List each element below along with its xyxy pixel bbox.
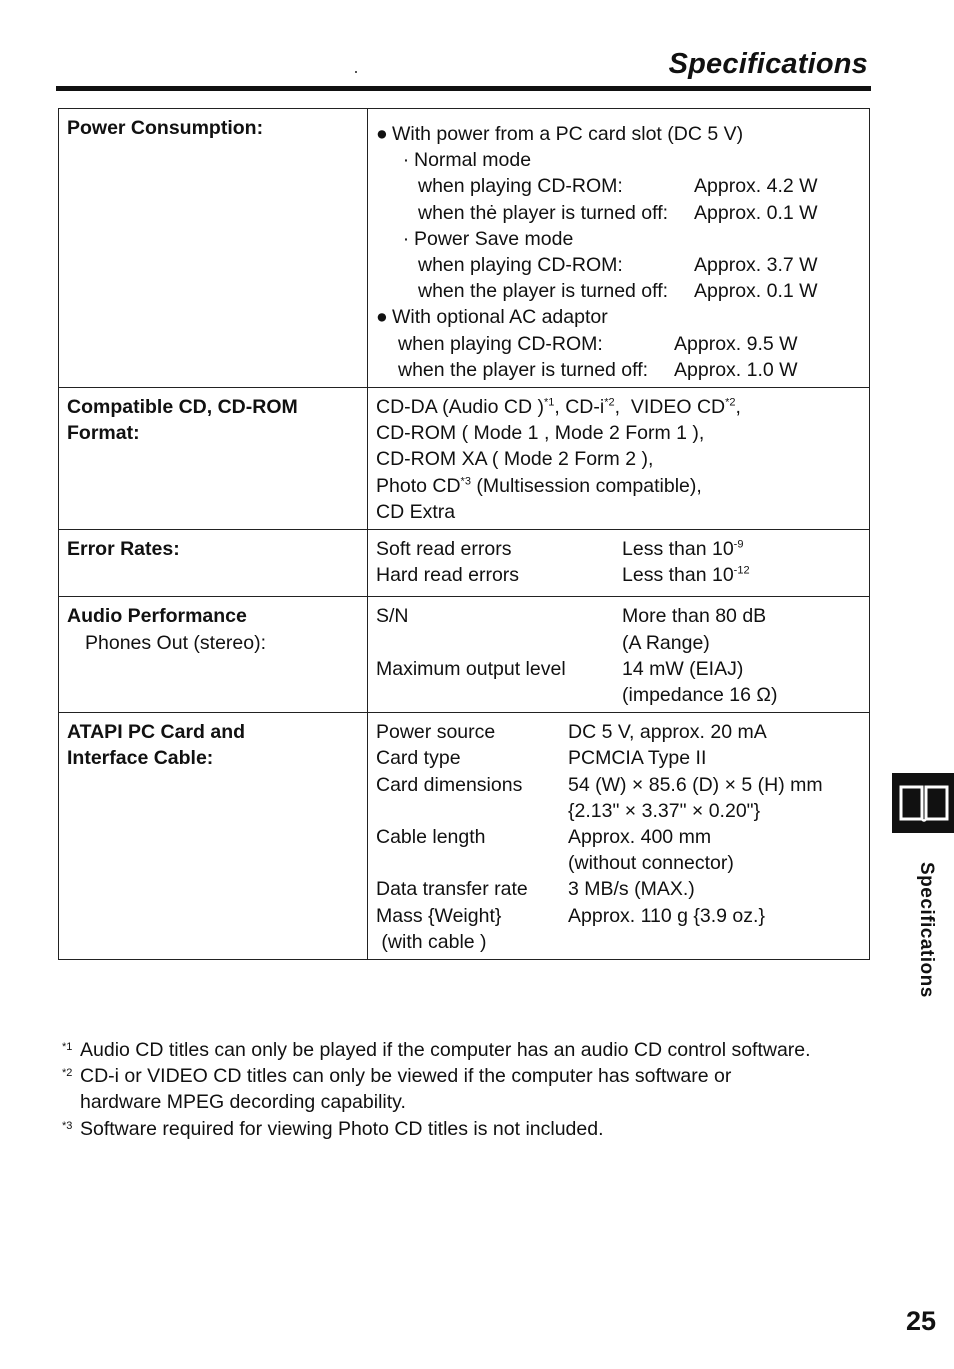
atapi-label: ATAPI PC Card and Interface Cable: xyxy=(59,713,368,960)
normal-mode-rows: when playing CD-ROM: Approx. 4.2 W when thė player is turned off: Approx. 0.1 W xyxy=(418,175,818,224)
side-section-label: Specifications xyxy=(916,862,937,998)
compat-value: CD-DA (Audio CD )$^{*1}$, $CD-i^{*2}$, VIDEO CD$^{*2}$, CD-ROM ( Mode 1 , Mode 2 Form 1 ), CD-ROM XA ( Mode 2 Form 2 ), Photo CD$^{*3}$ (Multisession compatible), CD Extra xyxy=(368,388,870,530)
book-icon xyxy=(898,783,950,823)
table-row xyxy=(59,388,870,530)
error-label: Error Rates: xyxy=(59,530,368,597)
header-rule xyxy=(56,86,871,91)
bullet-icon: ● xyxy=(376,306,388,329)
table-row xyxy=(59,713,870,960)
normal-mode: Normal mode xyxy=(414,149,532,172)
table-row xyxy=(59,597,870,713)
footnote: *1 Audio CD titles can only be played if the computer has an audio CD control software. xyxy=(62,1039,811,1061)
specifications-table xyxy=(58,108,870,960)
bullet-icon: ● xyxy=(376,123,388,145)
atapi-value: Power source DC 5 V, approx. 20 mA Card type PCMCIA Type II Card dimensions 54 (W) × 85.6 (D) × 5 (H) mm {2.13" × 3.37" × 0.20"} Cable length Approx. 400 mm (without connector) Data transfer rate 3 MB/s (MAX.) Mass {Weight} Approx. 110 g {3.9 oz.} (with cable ) xyxy=(368,713,870,960)
dot-icon: · xyxy=(402,149,410,172)
compat-label: Compatible CD, CD-ROM Format: xyxy=(59,388,368,530)
page-title: Specifications xyxy=(668,48,868,80)
audio-value: S/N More than 80 dB (A Range) Maximum output level 14 mW (EIAJ) (impedance 16 Ω) xyxy=(368,597,870,713)
stray-dot xyxy=(355,71,357,73)
footnote: *3 Software required for viewing Photo CD titles is not included. xyxy=(62,1117,604,1140)
power-label: Power Consumption: xyxy=(59,109,368,388)
save-mode: Power Save mode xyxy=(414,227,574,250)
page-number: 25 xyxy=(905,1306,936,1336)
save-mode-rows: when playing CD-ROM: Approx. 3.7 W when the player is turned off: Approx. 0.1 W xyxy=(418,254,818,303)
pc-card-line: With power from a PC card slot (DC 5 V) xyxy=(392,123,744,145)
table-row xyxy=(59,109,870,388)
ac-rows: when playing CD-ROM: Approx. 9.5 W when the player is turned off: Approx. 1.0 W xyxy=(398,332,798,381)
footnotes: *1 Audio CD titles can only be played if the computer has an audio CD control software. *2 CD-i or VIDEO CD titles can only be viewed if the computer has software or hardware MPEG decording capability. *3 Software required for viewing Photo CD titles is not included. xyxy=(62,1037,922,1142)
error-value: Soft read errors Less than $10^{-9}$ Hard read errors Less than $10^{-12}$ xyxy=(368,530,870,597)
audio-label: Audio Performance Phones Out (stereo): xyxy=(59,597,368,713)
footnote: *2 CD-i or VIDEO CD titles can only be viewed if the computer has software or xyxy=(62,1065,732,1088)
ac-line: With optional AC adaptor xyxy=(392,306,608,329)
table-row xyxy=(59,530,870,597)
power-value xyxy=(368,109,870,388)
section-tab xyxy=(892,773,954,833)
dot-icon: · xyxy=(402,227,410,250)
